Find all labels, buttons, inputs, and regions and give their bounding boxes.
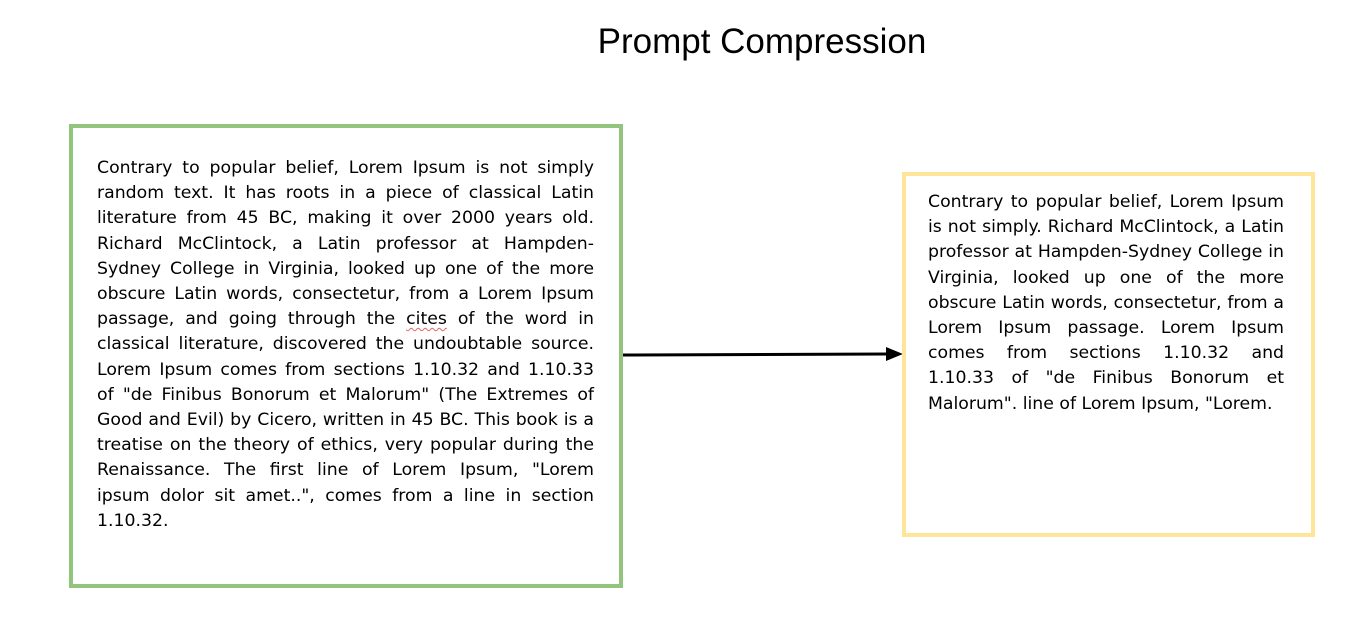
compressed-prompt-box (902, 172, 1315, 537)
arrow-head (886, 347, 903, 361)
original-text-part-2: of the word in classical literature, discovered the undoubtable source. Lorem Ipsum comes from sections 1.10.32 and 1.10.33 of "de Finibus Bonorum et Malorum" (The Extremes of Good and Evil) by Cicero, written in 45 BC. This book is a treatise on the theory of ethics, very popular during the Renaissance. The first line of Lorem Ipsum, "Lorem ipsum dolor sit amet..", comes from a line in section 1.10.32. (97, 309, 594, 531)
diagram-title: Prompt Compression (597, 22, 927, 61)
compressed-prompt-text: Contrary to popular belief, Lorem Ipsum is not simply. Richard McClintock, a Latin professor at Hampden-Sydney College in Virginia, looked up one of the more obscure Latin words, consectetur, from a Lorem Ipsum passage. Lorem Ipsum comes from sections 1.10.32 and 1.10.33 of "de Finibus Bonorum et Malorum". line of Lorem Ipsum, "Lorem. (928, 192, 1284, 414)
original-prompt-box (69, 124, 623, 588)
spellcheck-flagged-word: cites (406, 309, 447, 330)
original-text-part-1: Contrary to popular belief, Lorem Ipsum is not simply random text. It has roots in a piece of classical Latin literature from 45 BC, making it over 2000 years old. Richard McClintock, a Latin professor at Hampden-Sydney College in Virginia, looked up one of the more obscure Latin words, consectetur, from a Lorem Ipsum passage, and going through the (97, 158, 594, 330)
original-prompt-text (97, 156, 594, 534)
arrow-line (623, 354, 888, 355)
